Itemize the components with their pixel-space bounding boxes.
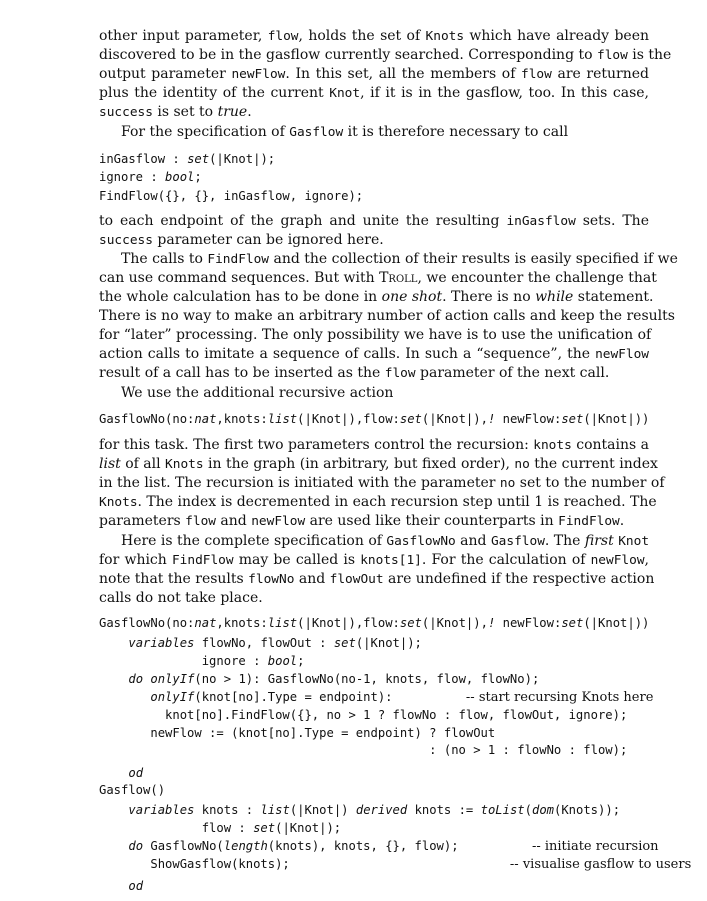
text-line: note that the results flowNo and flowOut are undefined if the respective action: [99, 571, 655, 587]
text-line: action calls to imitate a sequence of calls. In such a “sequence”, the newFlow: [99, 346, 649, 362]
text-line: for “later” processing. The only possibility we have is to use the unification of: [99, 327, 652, 343]
text-line: We use the additional recursive action: [121, 385, 394, 401]
text-line: The calls to FindFlow and the collection of their results is easily specified if we: [121, 251, 678, 267]
text-line: to each endpoint of the graph and unite the resulting inGasflow sets. The: [99, 213, 649, 229]
text-line: for which FindFlow may be called is knots[1]. For the calculation of newFlow,: [99, 552, 649, 568]
text-line: result of a call has to be inserted as the flow parameter of the next call.: [99, 365, 610, 381]
code-line: variables knots : list(|Knot|) derived knots := toList(dom(Knots));: [128, 803, 621, 817]
code-line: ignore : bool;: [99, 654, 305, 668]
code-line: GasflowNo(no:nat,knots:list(|Knot|),flow:set(|Knot|),! newFlow:set(|Knot|)): [99, 616, 650, 630]
code-line: do GasflowNo(length(knots), knots, {}, flow); -- initiate recursion: [128, 839, 659, 854]
code-line: GasflowNo(no:nat,knots:list(|Knot|),flow:set(|Knot|),! newFlow:set(|Knot|)): [99, 412, 650, 426]
code-line: od: [128, 766, 144, 780]
code-line: : (no > 1 : flowNo : flow);: [99, 743, 628, 757]
text-line: parameters flow and newFlow are used like their counterparts in FindFlow.: [99, 513, 625, 529]
text-line: can use command sequences. But with Troll, we encounter the challenge that: [99, 270, 657, 286]
text-line: output parameter newFlow. In this set, all the members of flow are returned: [99, 66, 649, 82]
code-line: do onlyIf(no > 1): GasflowNo(no-1, knots, flow, flowNo);: [128, 672, 540, 686]
text-line: success is set to true.: [99, 104, 252, 120]
code-line: knot[no].FindFlow({}, no > 1 ? flowNo : flow, flowOut, ignore);: [99, 708, 628, 722]
code-line: newFlow := (knot[no].Type = endpoint) ? flowOut: [99, 726, 496, 740]
text-line: success parameter can be ignored here.: [99, 232, 384, 248]
text-line: discovered to be in the gasflow currently searched. Corresponding to flow is the: [99, 47, 672, 63]
code-line: variables flowNo, flowOut : set(|Knot|);: [128, 636, 422, 650]
text-line: the whole calculation has to be done in one shot. There is no while statement.: [99, 289, 654, 305]
text-line: for this task. The first two parameters control the recursion: knots contains a: [99, 437, 649, 453]
code-line: FindFlow({}, {}, inGasflow, ignore);: [99, 189, 364, 203]
text-line: Knots. The index is decremented in each recursion step until 1 is reached. The: [99, 494, 657, 510]
code-line: ShowGasflow(knots); -- visualise gasflow to users: [99, 857, 692, 872]
code-line: onlyIf(knot[no].Type = endpoint): -- start recursing Knots here: [150, 690, 654, 705]
code-line: flow : set(|Knot|);: [99, 821, 342, 835]
code-line: ignore : bool;: [99, 170, 202, 184]
text-line: plus the identity of the current Knot, if it is in the gasflow, too. In this case,: [99, 85, 649, 101]
text-line: Here is the complete specification of GasflowNo and Gasflow. The first Knot: [121, 533, 650, 549]
code-line: inGasflow : set(|Knot|);: [99, 152, 276, 166]
code-line: Gasflow(): [99, 783, 166, 797]
text-line: list of all Knots in the graph (in arbitrary, but fixed order), no the current index: [99, 456, 658, 472]
text-line: There is no way to make an arbitrary number of action calls and keep the results: [99, 308, 675, 324]
text-line: calls do not take place.: [99, 590, 263, 606]
text-line: other input parameter, flow, holds the set of Knots which have already been: [99, 28, 650, 44]
text-line: For the specification of Gasflow it is therefore necessary to call: [121, 124, 569, 140]
code-line: od: [128, 879, 144, 893]
text-line: in the list. The recursion is initiated with the parameter no set to the number of: [99, 475, 665, 491]
